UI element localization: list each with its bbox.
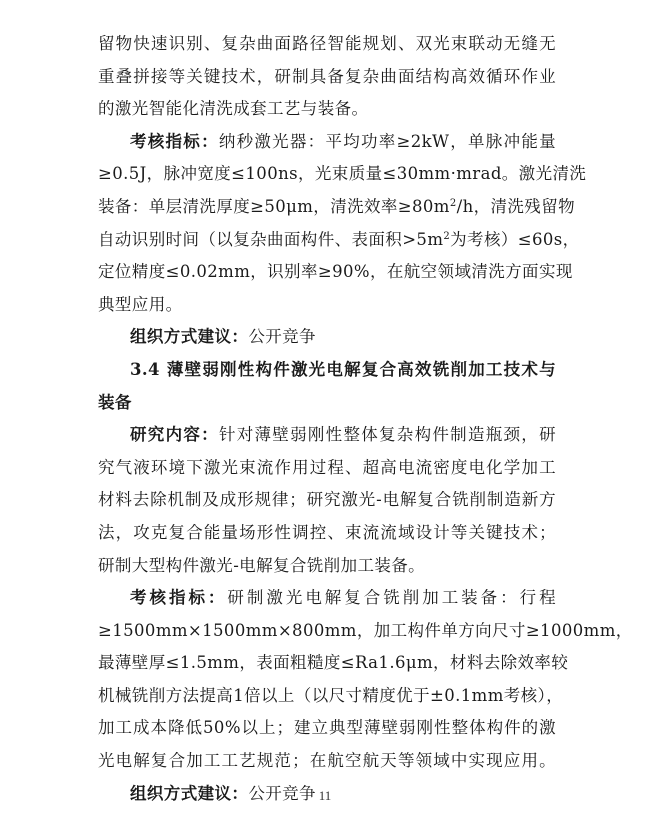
research-line: 究气液环境下激光束流作用过程、超高电流密度电化学加工: [98, 457, 556, 477]
research-line: 法，攻克复合能量场形性调控、束流流域设计等关键技术；: [98, 522, 556, 542]
indicators-line: [98, 191, 576, 224]
organization-value: 公开竞争: [248, 783, 316, 803]
indicators-line: 机械铣削方法提高1倍以上（以尺寸精度优于±0.1mm考核），: [98, 685, 564, 705]
indicators-text: /h，清洗残留物: [456, 196, 576, 216]
research-label: 研究内容：: [130, 425, 219, 445]
indicators-line: ≥1500mm×1500mm×800mm，加工构件单方向尺寸≥1000mm，: [98, 620, 633, 640]
indicators-text: 纳秒激光器：平均功率≥2kW，单脉冲能量: [218, 131, 557, 151]
indicators-text: 自动识别时间（以复杂曲面构件、表面积>5m: [98, 229, 444, 249]
indicators-text: 研制激光电解复合铣削加工装备：行程: [227, 588, 556, 608]
indicators-line: [98, 126, 556, 159]
indicators-line: 加工成本降低50%以上；建立典型薄壁弱刚性整体构件的激: [98, 718, 556, 738]
research-line: [98, 419, 556, 452]
superscript: 2: [443, 230, 451, 242]
paragraph-line: 的激光智能化清洗成套工艺与装备。: [98, 99, 369, 119]
indicators-line: 最薄壁厚≤1.5mm，表面粗糙度≤Ra1.6μm，材料去除效率较: [98, 653, 569, 673]
organization-value: 公开竞争: [248, 327, 316, 347]
research-text: 针对薄壁弱刚性整体复杂构件制造瓶颈，研: [218, 425, 556, 445]
page-body: [98, 28, 633, 810]
indicators-text: 为考核）≤60s，: [450, 229, 580, 249]
organization-line: [98, 321, 556, 354]
paragraph-line: 重叠拼接等关键技术，研制具备复杂曲面结构高效循环作业: [98, 66, 556, 86]
indicators-line: 光电解复合加工工艺规范；在航空航天等领域中实现应用。: [98, 751, 556, 771]
research-line: 材料去除机制及成形规律；研究激光-电解复合铣削制造新方: [98, 490, 556, 510]
page-number: 11: [318, 788, 332, 803]
indicators-line: 典型应用。: [98, 294, 183, 314]
indicators-line: [98, 582, 556, 615]
indicators-text: 装备：单层清洗厚度≥50μm，清洗效率≥80m: [98, 196, 450, 216]
organization-label: 组织方式建议：: [130, 783, 249, 803]
superscript: 2: [449, 197, 457, 209]
paragraph-line: 留物快速识别、复杂曲面路径智能规划、双光束联动无缝无: [98, 34, 556, 53]
indicators-line: ≥0.5J，脉冲宽度≤100ns，光束质量≤30mm·mrad。激光清洗: [98, 164, 587, 184]
indicators-line: [98, 224, 580, 257]
section-heading-continued: 装备: [98, 392, 132, 412]
section-heading: 3.4 薄壁弱刚性构件激光电解复合高效铣削加工技术与: [130, 359, 556, 379]
indicators-line: 定位精度≤0.02mm，识别率≥90%，在航空领域清洗方面实现: [98, 262, 573, 282]
organization-label: 组织方式建议：: [130, 327, 249, 347]
research-line: 研制大型构件激光-电解复合铣削加工装备。: [98, 555, 426, 575]
indicators-label: 考核指标：: [130, 131, 219, 151]
indicators-label: 考核指标：: [130, 588, 228, 608]
